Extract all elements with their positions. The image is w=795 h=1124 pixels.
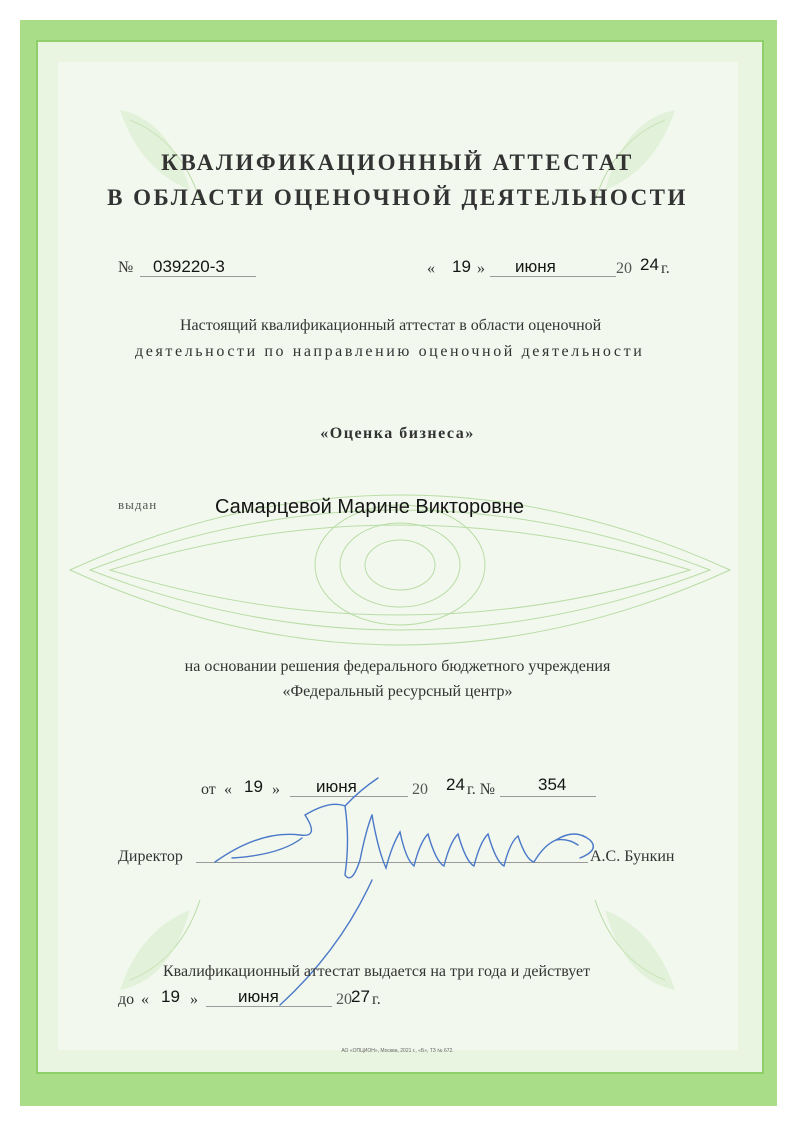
certificate-title-line2: В ОБЛАСТИ ОЦЕНОЧНОЙ ДЕЯТЕЛЬНОСТИ — [107, 185, 688, 210]
decision-close-quote: » — [272, 781, 280, 798]
director-label: Директор — [118, 848, 183, 865]
expiry-day: 19 — [161, 987, 180, 1006]
decision-number: 354 — [538, 775, 567, 794]
issue-date-close-quote: » — [477, 260, 485, 277]
expiry-month: июня — [238, 987, 279, 1006]
issue-date-year-prefix: 20 — [616, 260, 632, 277]
issue-date-open-quote: « — [427, 260, 435, 277]
decision-month: июня — [316, 777, 357, 796]
decision-day: 19 — [244, 777, 263, 796]
issue-date-year-suffix: 24 — [640, 255, 659, 274]
expiry-year-suffix: 27 — [351, 987, 370, 1006]
basis-line1: на основании решения федерального бюджетного учреждения — [184, 658, 611, 675]
expiry-year-mark: г. — [372, 991, 381, 1008]
decision-number-label: г. № — [467, 781, 496, 798]
intro-line1: Настоящий квалификационный аттестат в области оценочной — [180, 317, 602, 334]
expiry-year-prefix: 20 — [336, 991, 352, 1008]
certificate-number: 039220-3 — [153, 257, 225, 276]
printer-note: АО «ОПЦИОН», Москва, 2021 г., «Б», ТЗ № 672. — [341, 1048, 454, 1054]
certificate-title-line1: КВАЛИФИКАЦИОННЫЙ АТТЕСТАТ — [161, 150, 634, 175]
decision-year-suffix: 24 — [446, 775, 465, 794]
recipient-name: Самарцевой Марине Викторовне — [215, 496, 525, 518]
validity-text: Квалификационный аттестат выдается на три года и действует — [163, 963, 591, 980]
decision-from-label: от — [201, 781, 216, 798]
evaluation-direction: «Оценка бизнеса» — [320, 425, 475, 442]
basis-line2: «Федеральный ресурсный центр» — [282, 683, 513, 700]
expiry-month-underline — [206, 1006, 332, 1007]
expiry-until-label: до — [118, 991, 135, 1008]
number-label: № — [118, 259, 134, 276]
expiry-open-quote: « — [141, 991, 149, 1008]
intro-line2: деятельности по направлению оценочной деятельности — [135, 343, 645, 360]
decision-open-quote: « — [224, 781, 232, 798]
issue-date-day: 19 — [452, 257, 471, 276]
issue-date-year-mark: г. — [661, 260, 670, 277]
issued-label: выдан — [118, 497, 158, 512]
expiry-close-quote: » — [190, 991, 198, 1008]
issue-date-month: июня — [515, 257, 556, 276]
director-name: А.С. Бункин — [590, 848, 675, 865]
decision-year-prefix: 20 — [412, 781, 428, 798]
